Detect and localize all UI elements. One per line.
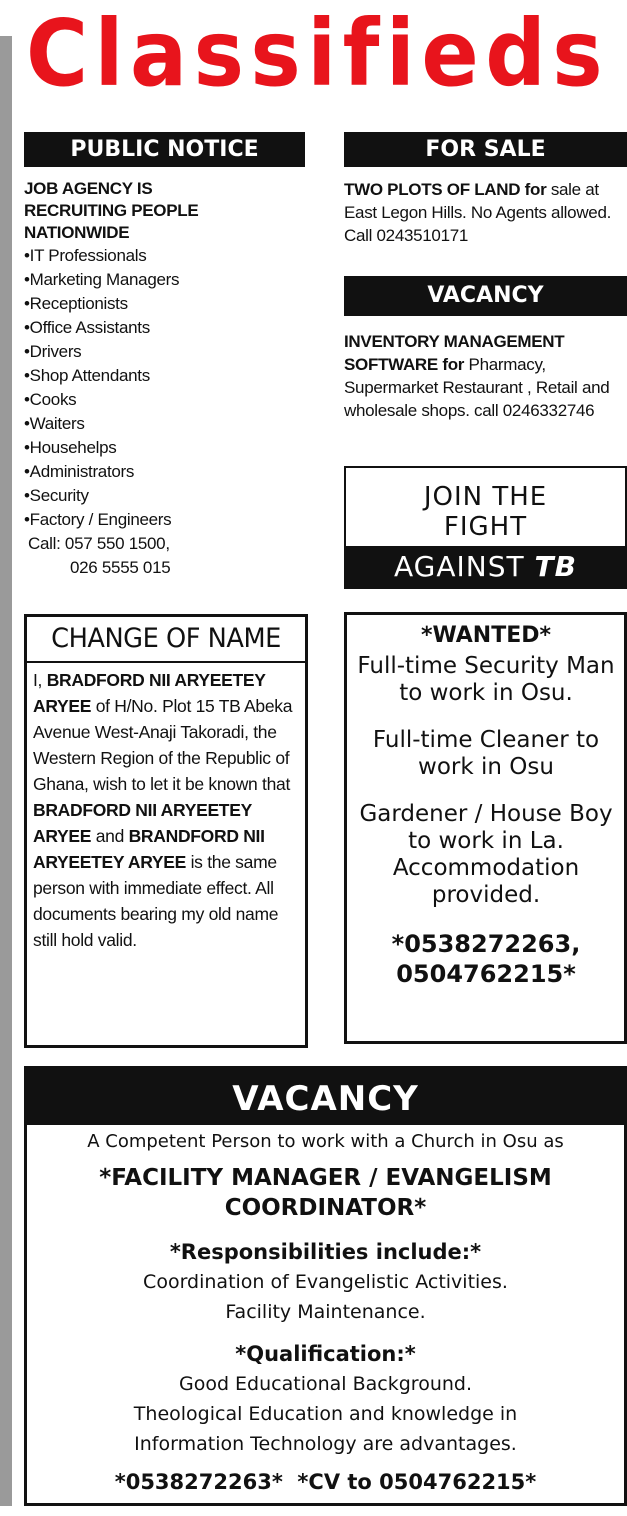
list-item: •Waiters (24, 414, 85, 433)
list-item: •Administrators (24, 462, 135, 481)
list-item: •Receptionists (24, 294, 128, 313)
wanted-job-2: Full-time Cleaner to work in Osu (372, 727, 600, 780)
con-name3: BRANDFORD NII ARYEETEY ARYEE (33, 826, 265, 872)
vacancy-software-body (344, 330, 620, 422)
vacancy-facility-heading: VACANCY (27, 1069, 624, 1125)
change-of-name-body (33, 667, 301, 953)
for-sale-body (344, 178, 620, 247)
con-name1: BRADFORD NII ARYEETEY ARYEE (33, 670, 266, 716)
vacancy-software-bold: INVENTORY MANAGEMENT SOFTWARE for (344, 332, 565, 374)
list-item: •Marketing Managers (24, 270, 180, 289)
list-item: •Office Assistants (24, 318, 150, 337)
public-notice-call-2: 026 5555 015 (70, 558, 171, 577)
con-name2: BRADFORD NII ARYEETEY ARYEE (33, 800, 252, 846)
list-item: •Factory / Engineers (24, 510, 172, 529)
change-of-name-box (24, 614, 308, 1048)
for-sale-bold: TWO PLOTS OF LAND for (344, 180, 547, 199)
tb-campaign-ad (344, 466, 627, 589)
masthead-title: Classifieds (26, 0, 610, 107)
con-p2: of H/No. Plot 15 TB Abeka Avenue West-Anaji Takoradi, the Western Region of the Republic of Ghana, wish to let it be known that (33, 696, 293, 794)
page-edge-bar (0, 36, 12, 1506)
wanted-job-1: Full-time Security Man to work in Osu. (357, 653, 615, 706)
tb-ad-line3: AGAINST (394, 550, 525, 583)
vacancy-facility-content (35, 1127, 616, 1497)
tb-ad-banner (346, 546, 625, 587)
vacancy-resp-title: *Responsibilities include:* (169, 1240, 482, 1264)
vacancy-heading: VACANCY (344, 276, 627, 316)
for-sale-heading: FOR SALE (344, 132, 627, 167)
vacancy-qual-title: *Qualification:* (235, 1342, 416, 1366)
wanted-content (355, 621, 617, 989)
change-of-name-heading: CHANGE OF NAME (51, 623, 281, 654)
vacancy-position: *FACILITY MANAGER / EVANGELISM COORDINATOR* (99, 1165, 552, 1221)
con-p3: and (91, 826, 129, 846)
public-notice-body (24, 178, 306, 580)
public-notice-call-1: Call: 057 550 1500, (28, 534, 170, 553)
change-of-name-rule (27, 661, 305, 663)
vacancy-software-text: Pharmacy, Supermarket Restaurant , Retail and wholesale shops. call 0246332746 (344, 355, 610, 420)
list-item: •Security (24, 486, 89, 505)
job-list (24, 244, 306, 532)
vacancy-facility-box (24, 1066, 627, 1506)
wanted-box (344, 612, 627, 1044)
tb-ad-top (346, 468, 625, 548)
wanted-job-3: Gardener / House Boy to work in La. Accommodation provided. (359, 801, 613, 908)
vacancy-resp-2: Facility Maintenance. (225, 1301, 426, 1323)
tb-ad-line2: FIGHT (443, 512, 528, 542)
vacancy-resp-1: Coordination of Evangelistic Activities. (143, 1271, 508, 1293)
public-notice-intro: JOB AGENCY IS RECRUITING PEOPLE NATIONWIDE (24, 179, 199, 242)
public-notice-heading: PUBLIC NOTICE (24, 132, 305, 167)
vacancy-qual-3: Information Technology are advantages. (134, 1433, 517, 1455)
wanted-title: *WANTED* (420, 623, 552, 648)
tb-ad-line3-bold: TB (534, 550, 577, 583)
tb-ad-line1: JOIN THE (423, 482, 548, 512)
list-item: •Cooks (24, 390, 77, 409)
list-item: •Drivers (24, 342, 82, 361)
for-sale-text: sale at East Legon Hills. No Agents allowed. Call 0243510171 (344, 180, 612, 245)
vacancy-intro: A Competent Person to work with a Church in Osu as (87, 1131, 564, 1152)
wanted-phones: *0538272263, 0504762215* (391, 930, 581, 988)
vacancy-qual-1: Good Educational Background. (178, 1373, 472, 1395)
con-p4: is the same person with immediate effect. All documents bearing my old name still hold valid. (33, 852, 279, 950)
con-p1: I, (33, 670, 47, 690)
list-item: •Househelps (24, 438, 117, 457)
vacancy-contact: *0538272263* *CV to 0504762215* (114, 1470, 537, 1494)
vacancy-qual-2: Theological Education and knowledge in (133, 1403, 518, 1425)
list-item: •IT Professionals (24, 246, 147, 265)
list-item: •Shop Attendants (24, 366, 150, 385)
